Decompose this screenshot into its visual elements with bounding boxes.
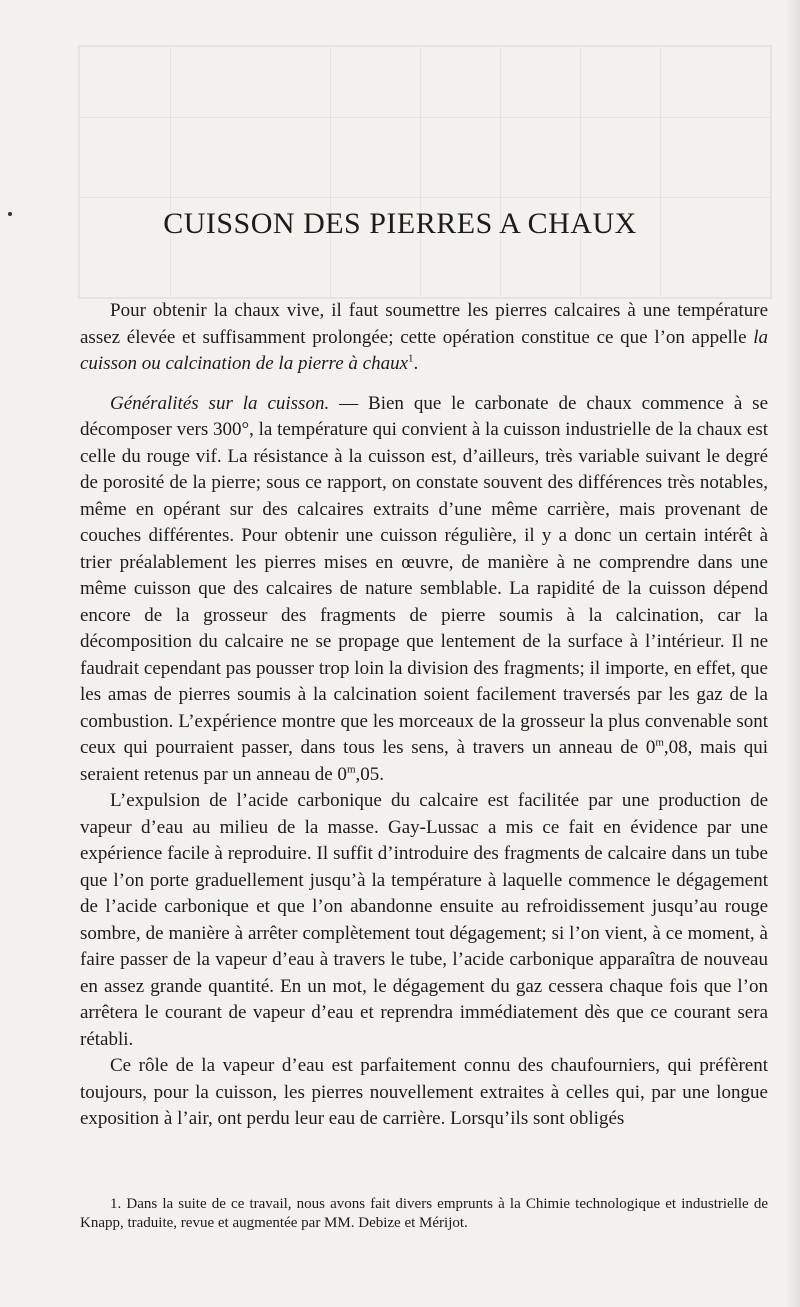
footnote-body: Dans la suite de ce travail, nous avons fait divers emprunts à la Chimie technologique et industrielle de Knapp, traduite, revue et augmentée par MM. Debize et Mérijot.	[80, 1196, 768, 1231]
unit-superscript: m	[346, 763, 356, 776]
unit-superscript: m	[655, 736, 664, 749]
paragraph-intro	[80, 298, 768, 378]
paragraph-gay-lussac: L’expulsion de l’acide carbonique du calcaire est facilitée par une production de vapeur d’eau au milieu de la masse. Gay-Lussac a mis ce fait en évidence par une expérience facile à reproduire. Il suffit d’introduire des fragments de calcaire dans un tube que l’on porte graduellement jusqu’à la température à laquelle commence le dégagement de l’acide carbonique et que l’on abandonne ensuite au refroidissement jusqu’au rouge sombre, de manière à arrêter complètement tout dégagement; si l’on vient, à ce moment, à faire passer de la vapeur d’eau à travers le tube, l’acide carbonique apparaîtra de nouveau en assez grande quantité. En un mot, le dégagement du gaz cessera chaque fois que l’on arrêtera le courant de vapeur d’eau et reprendra immédiatement dès que ce courant sera rétabli.	[80, 790, 768, 1050]
section-title: CUISSON DES PIERRES A CHAUX	[163, 207, 637, 241]
footnote-number: 1.	[110, 1196, 122, 1212]
paragraph-text: ,05.	[355, 763, 384, 785]
footnote-ref: 1	[408, 352, 414, 365]
italic-term: la cuisson ou calcination de la pierre à chaux	[80, 326, 768, 374]
paragraph-generalites	[80, 391, 768, 789]
footnote-text	[80, 1195, 768, 1233]
paragraph-text: Pour obtenir la chaux vive, il faut soumettre les pierres calcaires à une température assez élevée et suffisamment prolongée; cette opération constitue ce que l’on appelle	[80, 300, 768, 348]
paragraph-text: .	[413, 353, 419, 374]
bleed-through-table	[78, 45, 772, 299]
paragraph-heading: Généralités sur la cuisson.	[110, 392, 330, 414]
paragraph-chaufourniers: Ce rôle de la vapeur d’eau est parfaitement connu des chaufourniers, qui préfèrent toujours, pour la cuisson, les pierres nouvellement extraites à celles qui, par une longue exposition à l’air, ont perdu leur eau de carrière. Lorsqu’ils sont obligés	[80, 1055, 768, 1129]
paragraph-text: ,08, mais qui seraient retenus par un anneau de 0	[80, 737, 768, 785]
body-text	[80, 298, 768, 1133]
page-edge-shadow	[786, 0, 800, 1307]
paragraph-text: — Bien que le carbonate de chaux commence à se décomposer vers 300°, la température qui convient à la cuisson industrielle de la chaux est celle du rouge vif. La résistance à la cuisson est, d’ailleurs, très variable suivant le degré de porosité de la pierre; sous ce rapport, on constate souvent des différences très notables, même en opérant sur des calcaires extraits d’une même carrière, mais provenant de couches différentes. Pour obtenir une cuisson régulière, il y a donc un certain intérêt à trier préalablement les pierres mises en œuvre, de manière à ne comprendre dans une même cuisson que des calcaires de nature semblable. La rapidité de la cuisson dépend encore de la grosseur des fragments de pierre soumis à la calcination, car la décomposition du calcaire ne se propage que lentement de la surface à l’intérieur. Il ne faudrait cependant pas pousser trop loin la division des fragments; il importe, en effet, que les amas de pierres soumis à la calcination soient facilement traversés par les gaz de la combustion. L’expérience montre que les morceaux de la grosseur la plus convenable sont ceux qui pourraient passer, dans tous les sens, à travers un anneau de 0	[80, 392, 769, 758]
footnote	[80, 1195, 768, 1233]
